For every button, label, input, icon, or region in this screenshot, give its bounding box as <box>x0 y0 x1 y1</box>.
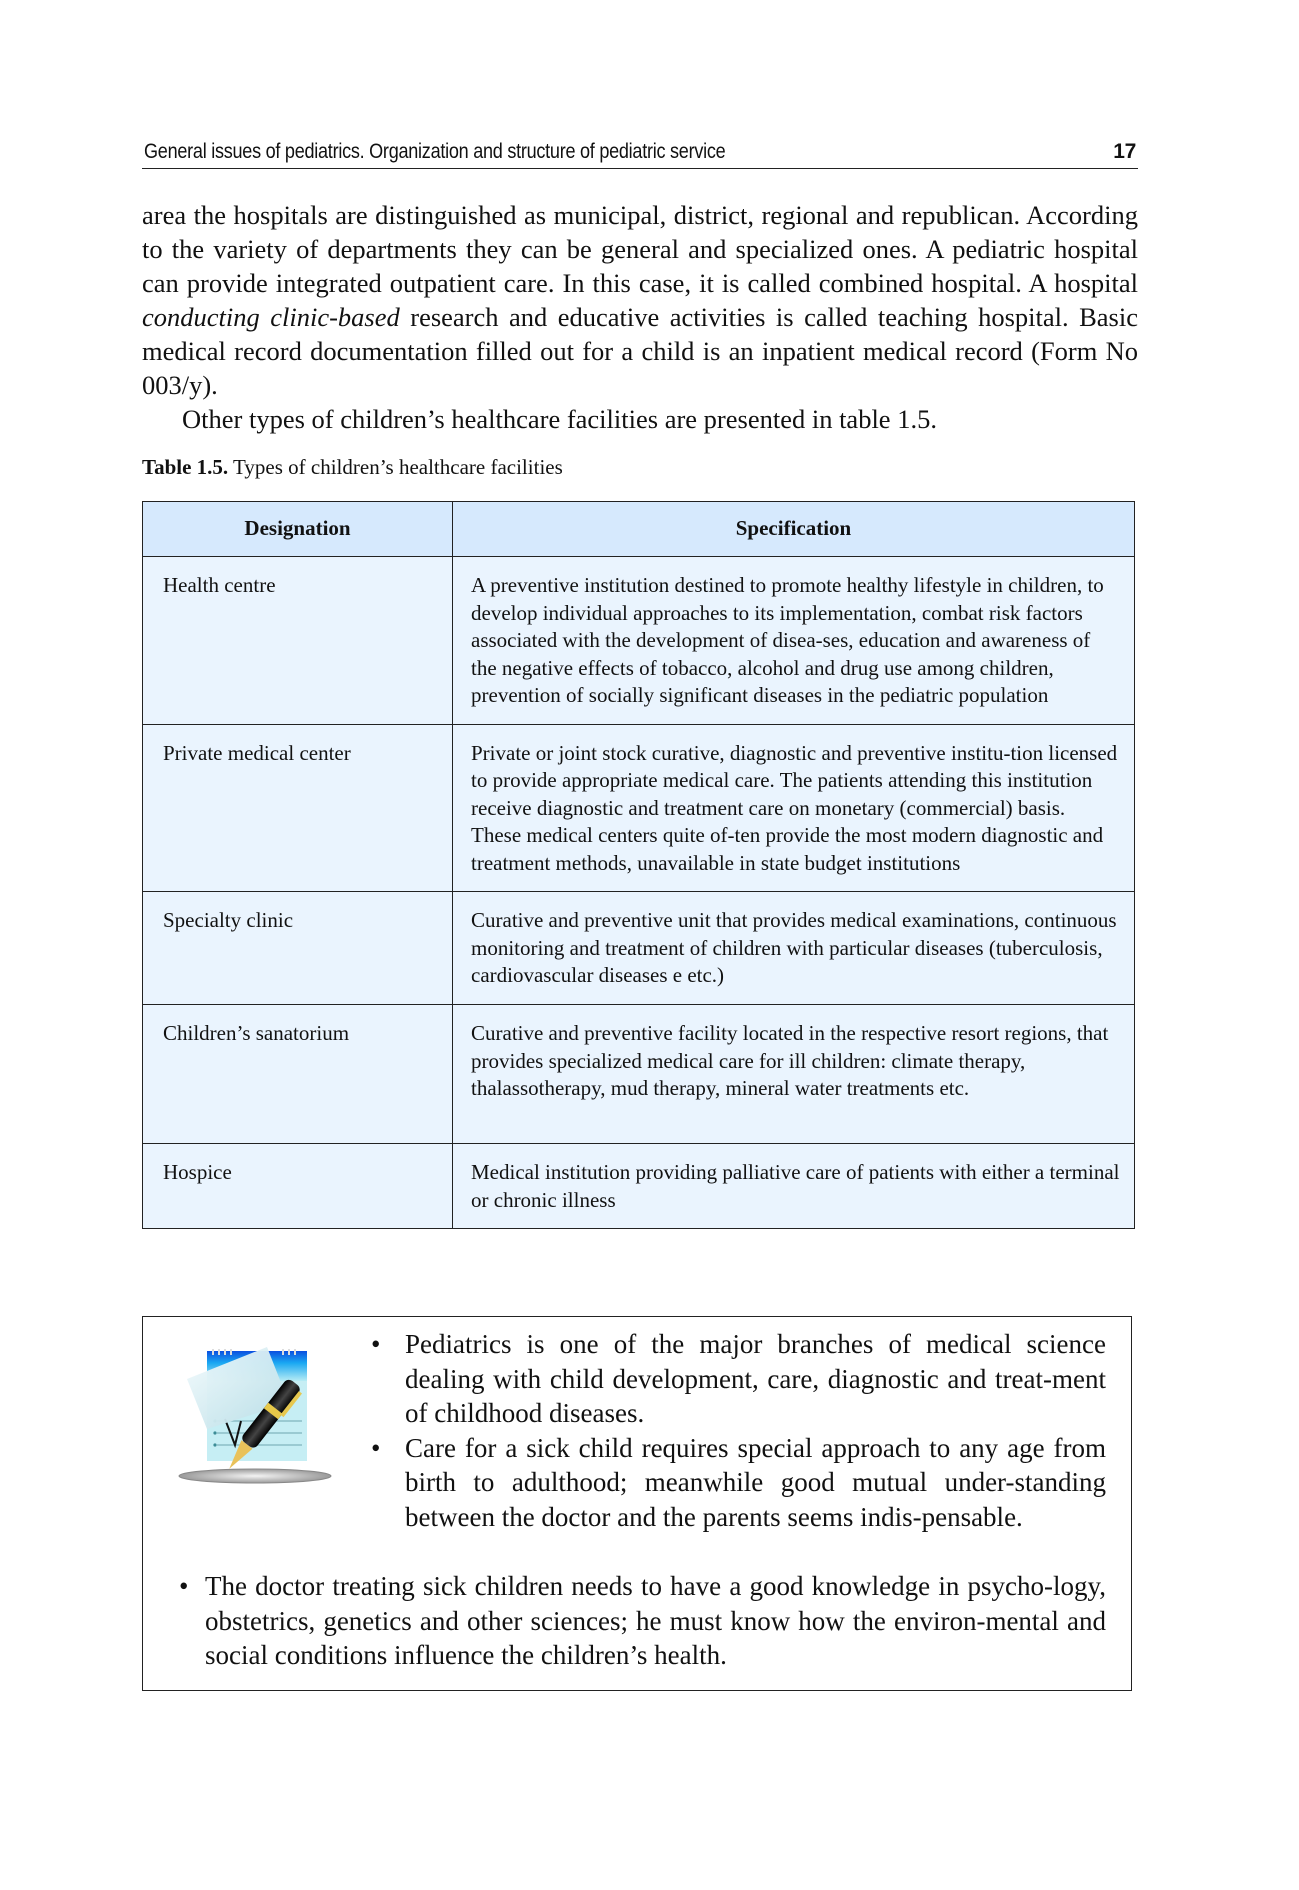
summary-bullet <box>371 1327 1106 1431</box>
summary-bullets-top <box>371 1327 1106 1534</box>
bullet-marker: • <box>371 1432 381 1463</box>
body-text <box>142 198 1138 436</box>
column-header-specification: Specification <box>453 502 1135 557</box>
table-row <box>143 724 1135 892</box>
summary-box <box>142 1316 1132 1691</box>
summary-bullets-bottom <box>179 1569 1106 1673</box>
table-row <box>143 1144 1135 1229</box>
table-row <box>143 892 1135 1005</box>
paragraph-hospitals <box>142 198 1138 402</box>
bullet-marker: • <box>371 1329 381 1359</box>
designation-cell: Hospice <box>143 1144 453 1229</box>
specification-cell: Curative and preventive facility located in the respective resort regions, that provides specialized medical care for ill children: climate therapy, thalassotherapy, mud therapy, mineral water treatments etc. <box>453 1005 1135 1144</box>
notepad-pen-icon <box>177 1341 337 1491</box>
table-caption-label: Table 1.5. <box>142 455 229 479</box>
specification-cell: A preventive institution destined to promote healthy lifestyle in children, to develop individual approaches to its implementation, combat risk factors associated with the development of disea-ses, education and awareness of the negative effects of tobacco, alcohol and drug use among children, prevention of socially significant diseases in the pediatric population <box>453 557 1135 725</box>
table-caption-text: Types of children’s healthcare facilities <box>228 455 563 479</box>
table-header-row <box>143 502 1135 557</box>
summary-bullet <box>179 1569 1106 1673</box>
specification-cell: Curative and preventive unit that provides medical examinations, continuous monitoring and treatment of children with particular diseases (tuberculosis, cardiovascular diseases e etc.) <box>453 892 1135 1005</box>
designation-cell: Children’s sanatorium <box>143 1005 453 1144</box>
summary-bullet <box>371 1431 1106 1535</box>
bullet-text: Care for a sick child requires special approach to any age from birth to adulthood; meanwhile good mutual under-standing between the doctor and the parents seems indis-pensable. <box>405 1432 1106 1532</box>
column-header-designation: Designation <box>143 502 453 557</box>
designation-cell: Specialty clinic <box>143 892 453 1005</box>
paragraph-text: research and educative activities is called teaching hospital. Basic medical record documentation filled out for a child is an inpatient medical record (Form No 003/y). <box>142 302 1138 400</box>
specification-cell: Private or joint stock curative, diagnostic and preventive institu-tion licensed to provide appropriate medical care. The patients attending this institution receive diagnostic and treatment care on monetary (commercial) basis. These medical centers quite of-ten provide the most modern diagnostic and treatment methods, unavailable in state budget institutions <box>453 724 1135 892</box>
paragraph-table-reference: Other types of children’s healthcare facilities are presented in table 1.5. <box>182 404 937 434</box>
specification-cell: Medical institution providing palliative care of patients with either a terminal or chronic illness <box>453 1144 1135 1229</box>
bullet-text: The doctor treating sick children needs to have a good knowledge in psycho-logy, obstetrics, genetics and other sciences; he must know how the environ-mental and social conditions influence the children’s health. <box>205 1571 1106 1670</box>
table-row <box>143 1005 1135 1144</box>
running-header <box>142 138 1138 169</box>
page-number: 17 <box>1113 140 1136 163</box>
table-row <box>143 557 1135 725</box>
running-title: General issues of pediatrics. Organization and structure of pediatric service <box>144 140 726 163</box>
italic-emphasis: conducting clinic-based <box>142 302 400 332</box>
bullet-text: Pediatrics is one of the major branches of medical science dealing with child development, care, diagnostic and treat-ment of childhood diseases. <box>405 1329 1106 1428</box>
table-caption <box>142 455 1138 480</box>
bullet-marker: • <box>179 1571 189 1601</box>
paragraph-text: area the hospitals are distinguished as municipal, district, regional and republican. According to the variety of departments they can be general and specialized ones. A pediatric hospital can provide integrated outpatient care. In this case, it is called combined hospital. A hospital <box>142 200 1138 298</box>
designation-cell: Private medical center <box>143 724 453 892</box>
facilities-table <box>142 501 1135 1229</box>
designation-cell: Health centre <box>143 557 453 725</box>
